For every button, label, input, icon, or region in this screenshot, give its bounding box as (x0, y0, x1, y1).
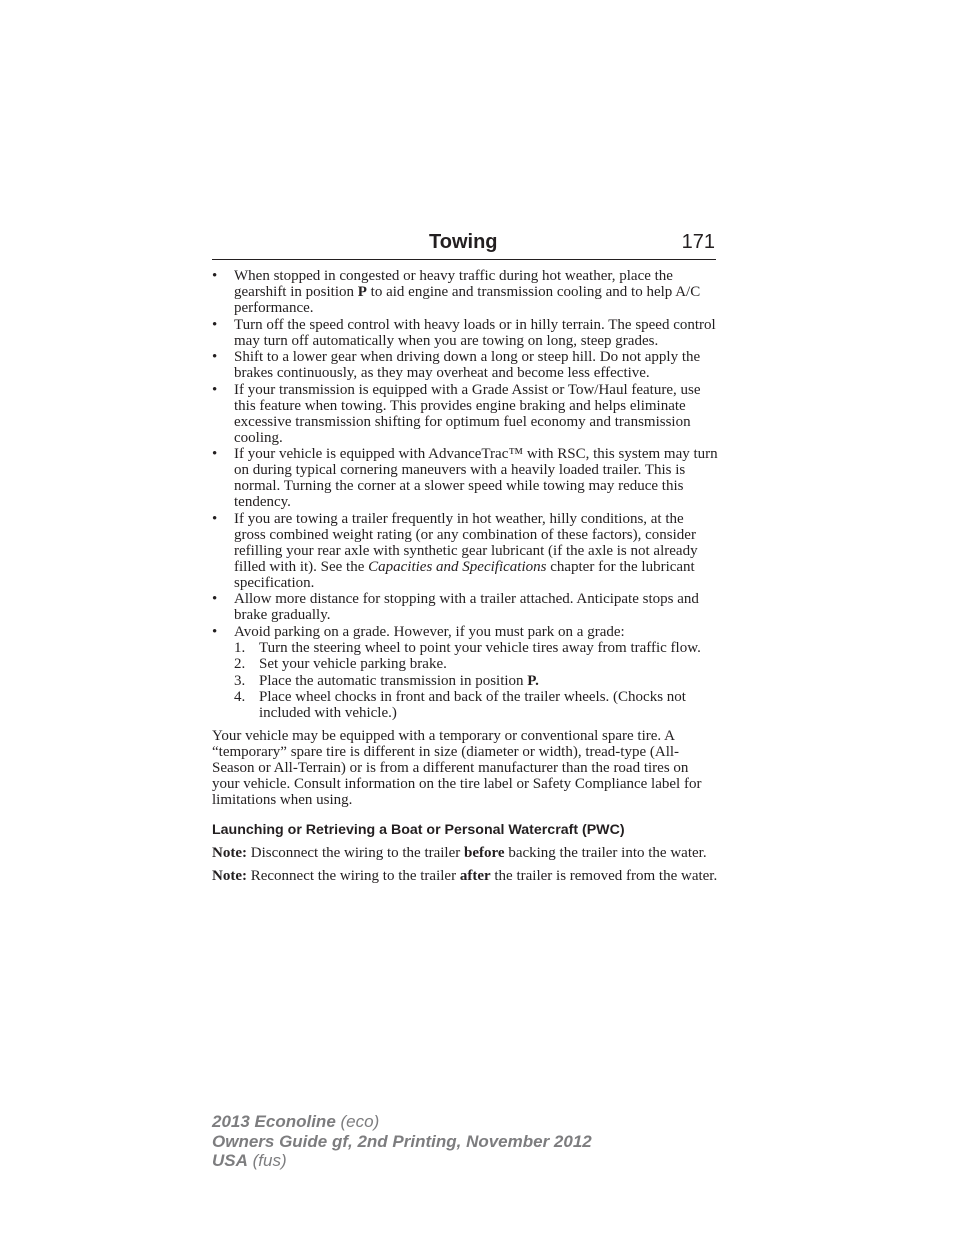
footer-region-line: USA (fus) (212, 1151, 287, 1170)
list-item: • If your vehicle is equipped with AdvanceTrac™ with RSC, this system may turn on during typical cornering maneuvers with a heavily loaded trailer. This is normal. Turning the corner at a slower speed while towing may reduce this tendency. (212, 446, 718, 510)
list-item: • Avoid parking on a grade. However, if you must park on a grade: 1. Turn the steering wheel to point your vehicle tires away from traffic flow. 2. Set your vehicle parking brake. 3. Place the automatic transmission in position P. 4. Place wheel chocks in front and back of the trailer wheels. (Chocks not included with vehicle.) (212, 624, 718, 722)
step-item: 3. Place the automatic transmission in position P. (234, 672, 539, 689)
step-item: 4. Place wheel chocks in front and back of the trailer wheels. (Chocks not included with vehicle.) (234, 689, 686, 721)
parking-steps-list (234, 640, 718, 722)
section-heading: Launching or Retrieving a Boat or Personal Watercraft (PWC) (212, 822, 625, 838)
list-item: • Allow more distance for stopping with a trailer attached. Anticipate stops and brake gradually. (212, 591, 699, 623)
list-item: • If you are towing a trailer frequently in hot weather, hilly conditions, at the gross combined weight rating (or any combination of these factors), consider refilling your rear axle with synthetic gear lubricant (if the axle is not already filled with it). See the Capacities and Specifications chapter for the lubricant specification. (212, 510, 698, 591)
towing-tips-list (212, 268, 718, 721)
bullet-icon: • (212, 591, 218, 607)
list-item: • If your transmission is equipped with a Grade Assist or Tow/Haul feature, use this feature when towing. This provides engine braking and helps eliminate excessive transmission shifting for optimum fuel economy and transmission cooling. (212, 381, 701, 446)
footer-printing-line: Owners Guide gf, 2nd Printing, November 2012 (212, 1131, 592, 1151)
page-footer (212, 1112, 592, 1171)
step-item: 2. Set your vehicle parking brake. (234, 656, 447, 672)
note-paragraph: Note: Reconnect the wiring to the trailer after the trailer is removed from the water. (212, 868, 718, 884)
bullet-icon: • (212, 623, 218, 640)
chapter-reference-link: Capacities and Specifications (368, 558, 547, 575)
list-item: • Turn off the speed control with heavy loads or in hilly terrain. The speed control may turn off automatically when you are towing on long, steep grades. (212, 316, 716, 349)
step-number: 2. (234, 656, 246, 672)
note-label: Note: (212, 868, 247, 884)
bullet-icon: • (212, 349, 218, 365)
note-label: Note: (212, 845, 247, 861)
step-number: 3. (234, 672, 246, 689)
section-title: Towing (429, 231, 498, 253)
page-content (212, 268, 718, 891)
step-number: 4. (234, 689, 246, 705)
step-number: 1. (234, 639, 246, 656)
footer-model-line: 2013 Econoline (eco) (212, 1112, 380, 1131)
step-item: 1. Turn the steering wheel to point your vehicle tires away from traffic flow. (234, 639, 701, 656)
note-paragraph: Note: Disconnect the wiring to the trailer before backing the trailer into the water. (212, 845, 707, 861)
page-number: 171 (681, 231, 715, 253)
list-item: • Shift to a lower gear when driving down a long or steep hill. Do not apply the brakes continuously, as they may overheat and become less effective. (212, 349, 701, 381)
spare-tire-paragraph: Your vehicle may be equipped with a temporary or conventional spare tire. A “temporary” spare tire is different in size (diameter or width), tread-type (All-Season or All-Terrain) or is from a different manufacturer than the road tires on your vehicle. Consult information on the tire label or Safety Compliance label for limitations when using. (212, 728, 702, 808)
bullet-icon: • (212, 268, 218, 284)
page-header (212, 229, 716, 260)
bullet-icon: • (212, 316, 218, 333)
bullet-icon: • (212, 381, 218, 398)
list-item: • When stopped in congested or heavy traffic during hot weather, place the gearshift in position P to aid engine and transmission cooling and to help A/C performance. (212, 268, 701, 316)
bullet-icon: • (212, 446, 218, 462)
bullet-icon: • (212, 510, 218, 527)
